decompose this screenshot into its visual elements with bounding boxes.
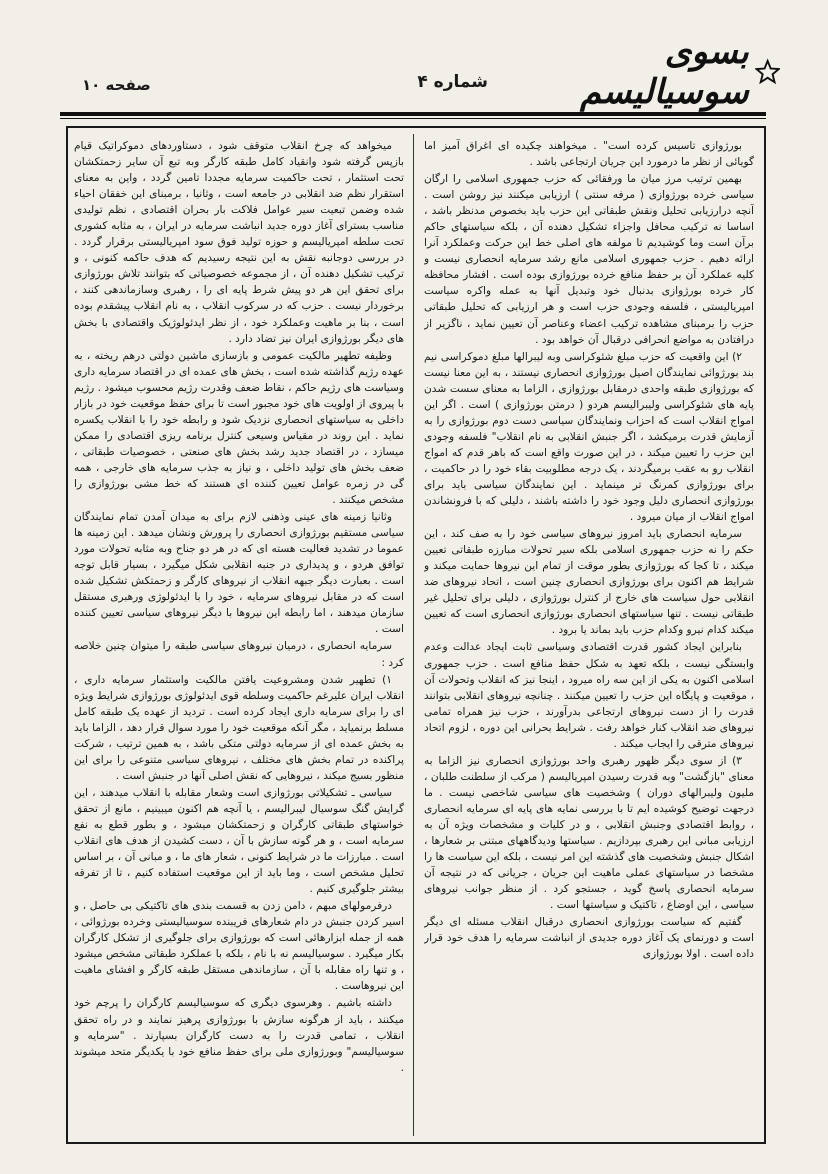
paragraph: سرمایه انحصاری ، درمیان نیروهای سیاسی طبقه را میتوان چنین خلاصه کرد : — [74, 640, 404, 669]
paragraph: بورژوازی تاسیس کرده است" . میخواهند چکیده ای اغراق آمیز اما گویائی از نظر ما درمورد این جریان ارتجاعی باشد . — [424, 140, 754, 169]
paragraph: بهمین ترتیب مرز میان ما ورفقائی که حزب جمهوری اسلامی را ارگان سیاسی خرده بورژوازی ( مرفه سنتی ) ارزیابی میکنند نیز روشن است . آنچه درارزیابی تحلیل ونقش طبقاتی این حزب باید بخصوص مدنظر باشد ، اساسا نه ترکیب محافل واجزاء تشکیل دهنده آن ، بلکه سیاستهای حاکم برآن است وما کوشیدیم تا مولفه های اصلی خط این حرکت وعملکرد آنرا ارائه دهیم . حزب جمهوری اسلامی مانع رشد سرمایه انحصاری نیست و کلیه عملکرد آن بر حفظ منافع خرده بورژوازی بوده است . افشار محافظه کار خرده بورژوازی بدنبال خود وتبدیل آنها به عمله واکره سیاست امپریالیستی ، فلسفه وجودی حزب است و هر ارزیابی که تحلیل طبقاتی حزب را برمبنای مشاهده ترکیب اعضاء وعناصر آن تعیین نماید ، ناگزیر از درافتادن به مواضع انحرافی درقبال آن خواهد بود . — [424, 173, 754, 346]
paragraph: ۳) از سوی دیگر ظهور رهبری واحد بورژوازی انحصاری نیز الزاما به معنای "بازگشت" وبه قدرت رسیدن امپریالیسم ( مرکب از سلطنت طلبان ، ملیون ولیبرالهای دوران ) وشخصیت های سیاسی شاخصی نیست . ما درجهت توضیح کوشیده ایم تا با بررسی نمایه های پایه ای سرمایه انحصاری ، روابط اقتصادی وجنبش انقلابی ، و در کلیات و مشخصات ویژه آن به ارزیابی مبانی این رهبری بپردازیم . سیاستها ودیدگاههای مبتنی بر شعارها ، اشکال جنبش وشخصیت های گذشته این امر نیست ، بلکه این سیاست ها را مشخصا در سیاستهای عملی ماهیت این جریان ، جریانی که در نتیجه آن سرمایه انحصاری پاسخ گوید ، جستجو کرد . از منظر جوانب نیروهای سیاسی ، این اوضاع ، تاکتیک و سیاستها است . — [424, 754, 754, 912]
star-icon — [755, 58, 780, 86]
paragraph: سیاسی ـ تشکیلاتی بورژوازی است وشعار مقابله با انقلاب میدهند ، این گرایش گنگ سوسیال لیبرالیسم ، یا آنچه هم اکنون میبینیم ، مانع از تحقق خواستهای طبقاتی کارگران و زحمتکشان میشود ، و بطور قطع به نفع سرمایه است ، و هر گونه سازش با آن ، دست کشیدن از هدف های انقلاب است . مبارزات ما در شرایط کنونی ، شعار های ما ، و مبانی آن ، بر اساس تحلیل مشخص است ، وما باید از این موقعیت استفاده کنیم ، تا از تفرقه بیشتر جلوگیری کنیم . — [74, 786, 404, 896]
paragraph: سرمایه انحصاری باید امروز نیروهای سیاسی خود را به صف کند ، این حکم را نه حزب جمهوری اسلامی بلکه سیر تحولات مبارزه طبقاتی تعیین میکند ، تا کجا که بورژوازی بطور موقت از تمام این نیروها حمایت میکند و شرایط هم اکنون برای بورژوازی انحصاری چنین است ، اتحاد نیروهای ضد انقلابی حول سیاست های خارج از کنترل بورژوازی ، دلیلی برای تحلیل غیر طبقاتی نیست . تنها سیاستهای انحصاری بورژوازی انحصاری است که تعیین میکند کدام نیرو وکدام حزب باید بماند یا برود . — [424, 528, 754, 637]
masthead-title: بسوی سوسیالیسم — [579, 32, 749, 112]
paragraph: بنابراین ایجاد کشور قدرت اقتصادی وسیاسی ثابت ایجاد عدالت وعدم وابستگی نیست ، بلکه تعهد به شکل حفظ منافع است . حزب جمهوری اسلامی اکنون به یکی از این سه راه میرود ، اینجا نیز که انقلاب وتحولات آن ، موقعیت و پایگاه این حزب را تعیین میکنند . چنانچه نیروهای انقلابی بتوانند قدرت را از دست نیروهای ارتجاعی بدرآورند ، حزب نیز همراه تمامی نیروهای ضد انقلاب کنار خواهد رفت . شرایط بحرانی این دوره ، لزوم اتحاد نیروهای مترقی را ایجاب میکند . — [424, 641, 754, 750]
paragraph: ۱) تطهیر شدن ومشروعیت یافتن مالکیت واستثمار سرمایه داری ، انقلاب ایران علیرغم حاکمیت وسلطه قوی ایدئولوژی بورژوازی شرایط ویژه ای را برای سرمایه داری ایجاد کرده است . تردید از عهده یک طبقه کامل مسلط برنمیاید ، مگر آنکه موقعیت خود را مورد سوال قرار دهد ، الزاما باید به بخش عمده ای از سرمایه دولتی متکی باشد ، به همین ترتیب ، شرکت پراکنده در تمام بخش های مختلف ، نیروهای سیاسی متنوعی را برای این منظور بسیج میکند ، نیروهایی که نقش اصلی آنها در جنبش است . — [74, 673, 404, 782]
paragraph: داشته باشیم . وهرسوی دیگری که سوسیالیسم کارگران را پرچم خود میکنند ، باید از هرگونه سازش با بورژوازی پرهیز نمایند و در راه تحقق انقلاب ، تمامی قدرت را به دست کارگران بسپارند . "سرمایه و سوسیالیسم" وبورژوازی ملی برای حفظ منافع خود با یکدیگر متحد میشوند . — [74, 997, 404, 1074]
paragraph: میخواهد که چرخ انقلاب متوقف شود ، دستاوردهای دموکراتیک قیام بازپس گرفته شود وانقیاد کامل طبقه کارگر وبه تبع آن سایر زحمتکشان تحت استثمار ، تحت حاکمیت سرمایه مجددا تامین گردد ، واین به معنای استقرار نظم ضد انقلابی در جامعه است ، وثانیا ، برمبنای این خفقان احیاء شده وضمن تبعیت سیر عوامل فلاکت بار بحران اقتصادی ، نظم تولیدی مناسب بسترای آغاز دوره جدید انباشت سرمایه در ایران ، به مثابه کشوری تحت سلطه امپریالیسم و حوزه تولید فوق سود امپریالیستی برقرار گردد . در بررسی دوجانبه نقش به این نتیجه رسیدیم که هدف حاکمه کنونی ، و ترکیب تشکیل دهنده آن ، از مجموعه خصوصیاتی که بتوانند تلاش بورژوازی برای تحقق این هر دو پیش شرط پایه ای را ، رهبری وسازماندهی کنند ، برخوردار نیست . حزب که در سرکوب انقلاب ، به نام انقلاب پیشقدم بوده است ، بنا بر ماهیت وعملکرد خود ، از نظر ایدئولوژیک واقتصادی با بخش های دیگر بورژوازی ایران نیز تضاد دارد . — [74, 140, 404, 345]
column-divider — [413, 134, 414, 1136]
page-header — [60, 32, 780, 120]
article-column-left — [74, 138, 404, 1138]
article-column-right — [424, 138, 754, 1138]
paragraph: وظیفه تطهیر مالکیت عمومی و بازسازی ماشین دولتی درهم ریخته ، به عهده رژیم گذاشته شده است ، بخش های عمده ای در اقتصاد سرمایه داری وسیاست های رژیم حاکم ، نقاط ضعف وقدرت رژیم محسوب میشود . رژیم با پیروی از اولویت های خود مجبور است تا برای حفظ موقعیت خود در بازار داخلی به سیاستهای انحصاری نزدیک شود و رابطه خود را با انقلاب یکسره نماید . این روند در مقیاس وسیعی کنترل برنامه ریزی اقتصادی را ممکن میسازد ، در اقتصاد جدید رشد بخش های صنعتی ، خصوصیات طبقاتی ، ضعف بخش های تولید داخلی ، و نیاز به جذب سرمایه های خارجی ، همه گی در زمره عوامل تعیین کننده ای هستند که خط مشی بورژوازی را مشخص میکنند . — [74, 349, 404, 507]
header-rule-thin — [60, 118, 766, 119]
paragraph: گفتیم که سیاست بورژوازی انحصاری درقبال انقلاب مسئله ای دیگر است و دورنمای یک آغاز دوره جدیدی از انباشت سرمایه را هدف خود قرار داده است . اولا بورژوازی — [424, 916, 754, 961]
paragraph: وثانیا زمینه های عینی وذهنی لازم برای به میدان آمدن تمام نمایندگان سیاسی مستقیم بورژوازی انحصاری را پرورش ونشان میدهد . این زمینه ها عموما در تشدید فعالیت هسته ای که در هر دو جناح وبه مثابه تحولات مورد توافق هردو ، و پدیداری در جنبه انقلابی شکل میگیرد ، بسیار قابل توجه است . بعبارت دیگر جبهه انقلاب از نیروهای کارگر و زحمتکش تشکیل شده است که در مقابل نیروهای سرمایه ، خود را با ایدئولوژی ورهبری مستقل سازمان میدهند ، اما رابطه این نیروها با دیگر نیروهای سیاسی تعیین کننده است . — [74, 511, 404, 636]
paragraph: ۲) این واقعیت که حزب مبلغ شئوکراسی وبه لیبرالها مبلغ دموکراسی نیم بند بورژوائی نمایندگان اصیل بورژوازی انحصاری نیستند ، به این معنا نیست که بورژوازی طبقه واحدی درمقابل بورژوازی ، الزاما به معنای سست شدن پایه های شئوکراسی ولیبرالیسم هردو ( درمتن بورژوازی ) است . اگر این امواج انقلاب است که احزاب ونمایندگان سیاسی دست دوم بورژوازی را به آزمایش قدرت برمیکشد ، اگر جنبش انقلابی به نام انقلاب" فلسفه وجودی این حزب را تعیین میکند ، در این صورت واقع است که باهر قدم که امواج انقلاب رو به عقب برمیگردند ، یک درجه مطلوبیت بقاء خود را در حاکمیت ، برای بورژوازی کمرنگ تر مینماید . این نمایندگان سیاسی باید برای بورژوازی انحصاری دلیل وجود خود را داشته باشند ، دلیلی که با فرونشاندن امواج انقلاب از میان میرود . — [424, 350, 754, 524]
paragraph: درفرمولهای مبهم ، دامن زدن به قسمت بندی های تاکتیکی بی حاصل ، و اسیر کردن جنبش در دام شعارهای فریبنده سوسیالیستی وخرده بورژوائی ، همه از جمله ابزارهائی است که بورژوازی برای جلوگیری از تشکل کارگران بکار میگیرد . سوسیالیسم نه با نام ، بلکه با عملکرد طبقاتی مشخص میشود ، و تنها راه مقابله با آن ، سازماندهی مستقل طبقه کارگر و افشای ماهیت این نیروهاست . — [74, 900, 404, 993]
masthead — [510, 32, 780, 112]
page-number: صفحه ۱۰ — [82, 76, 151, 94]
issue-number: شماره ۴ — [417, 72, 488, 92]
header-rule — [60, 112, 766, 116]
